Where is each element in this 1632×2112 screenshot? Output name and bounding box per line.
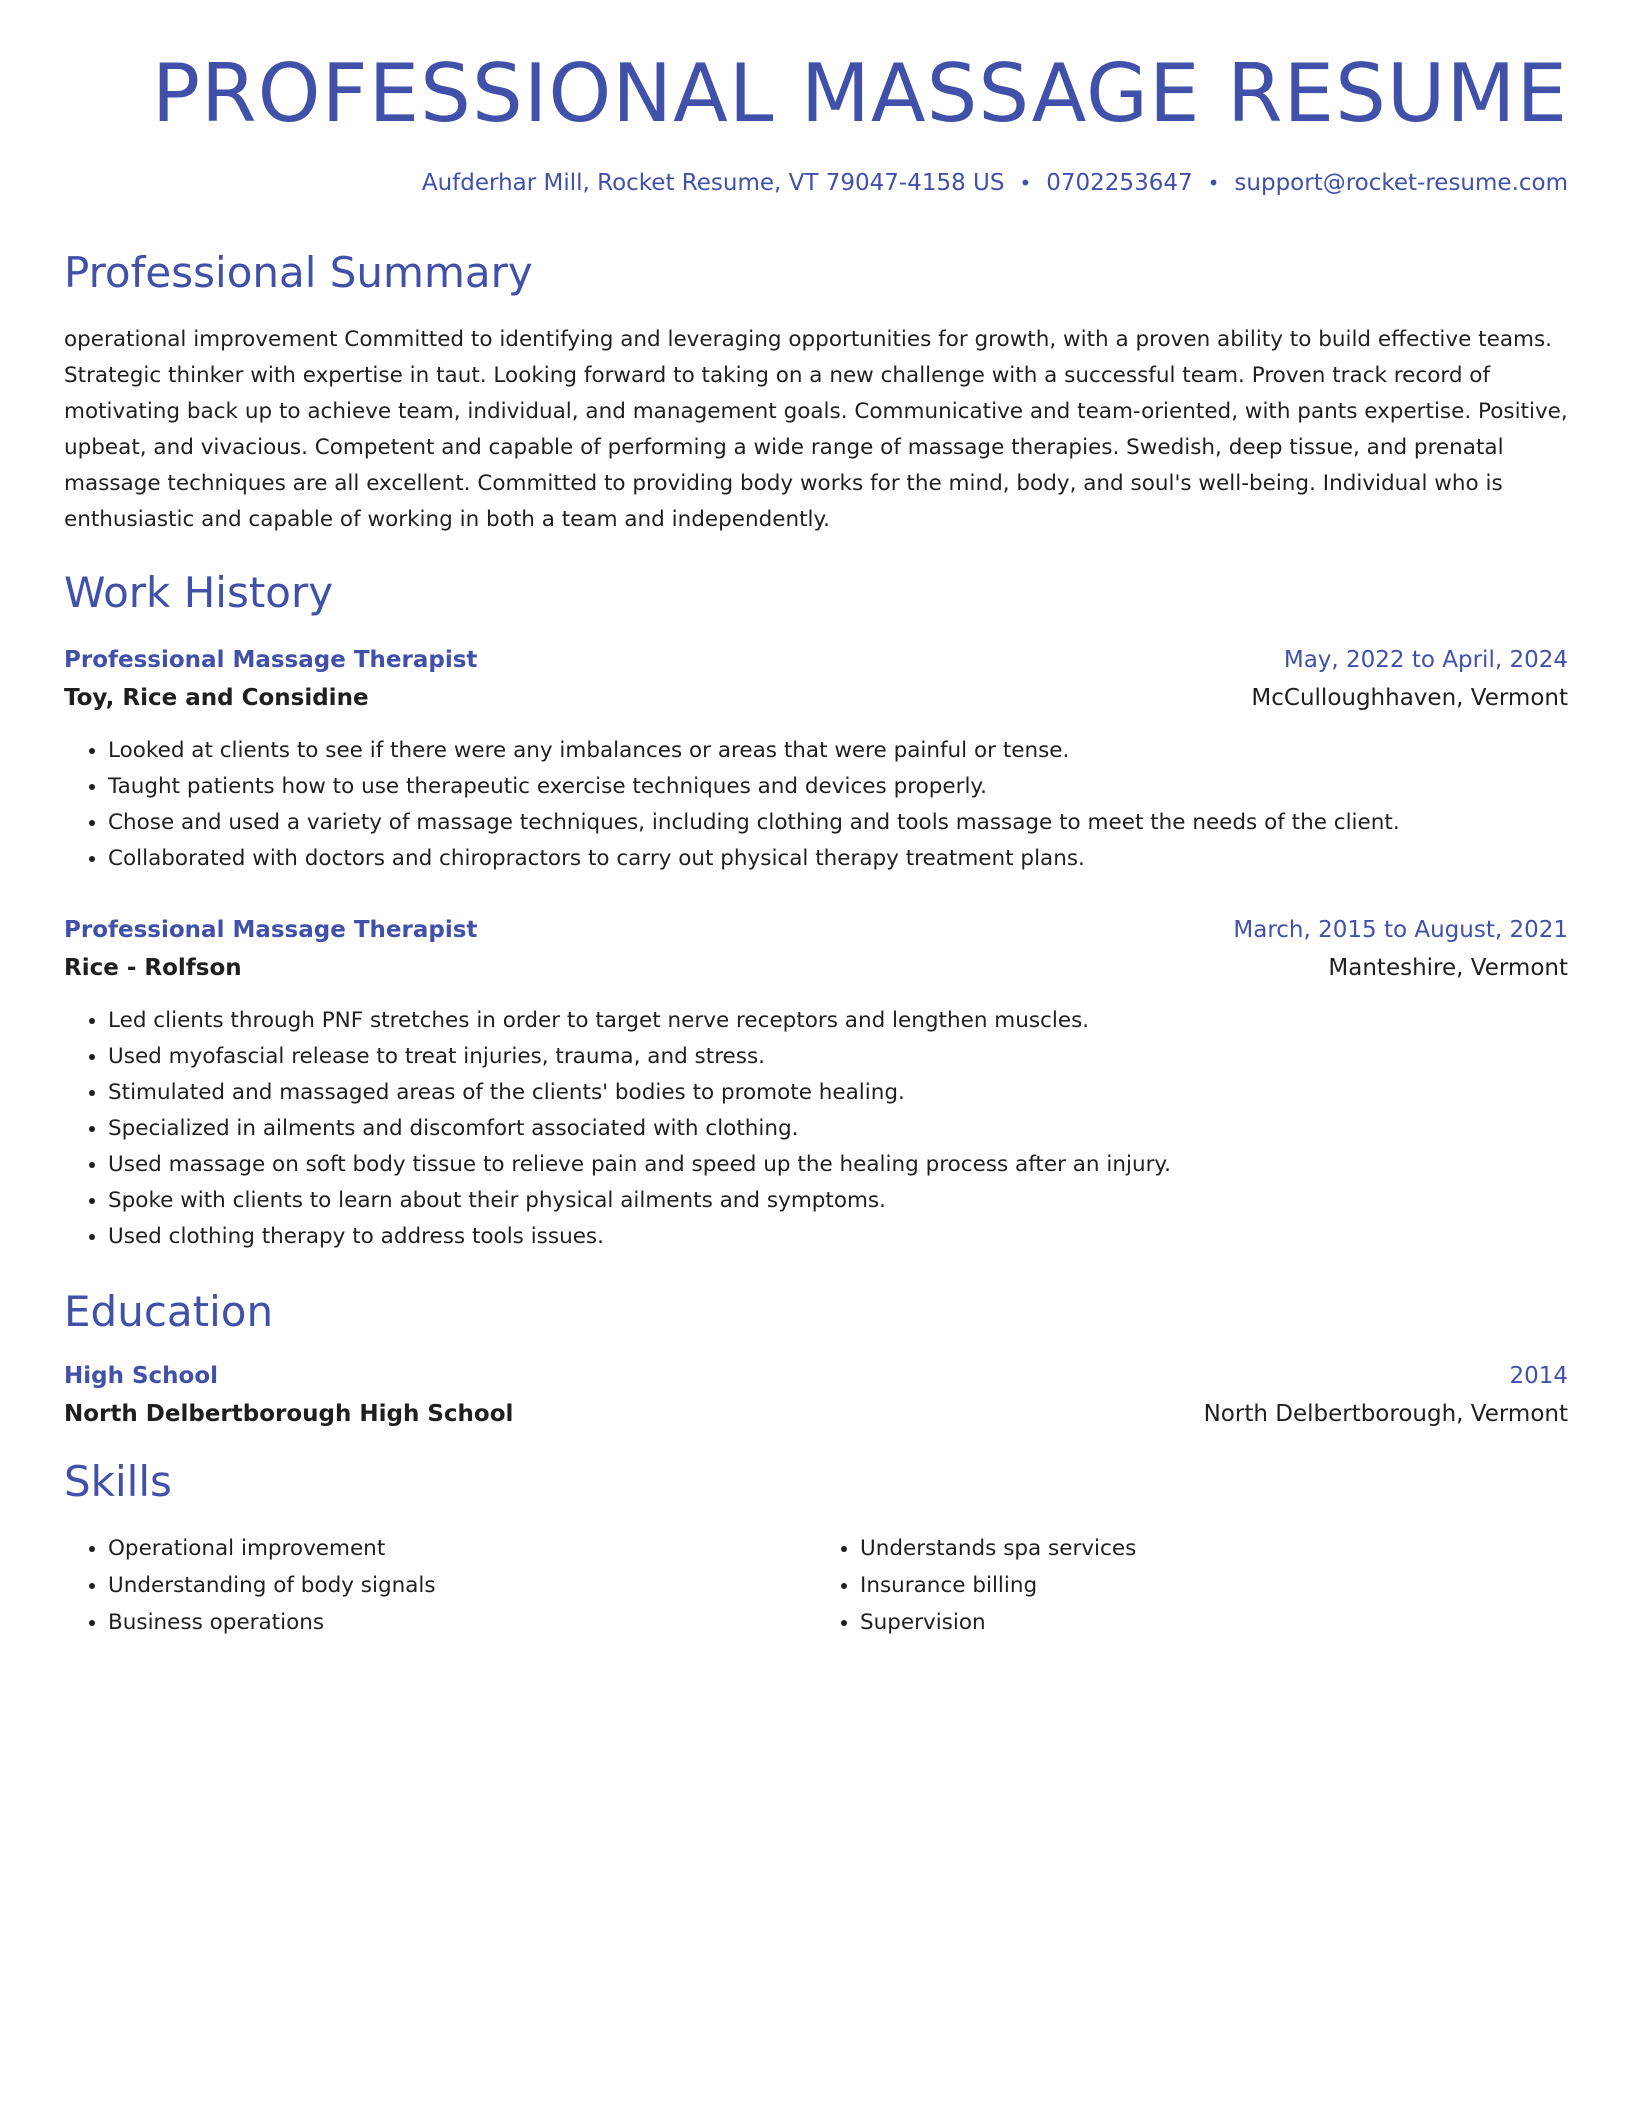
contact-email: support@rocket-resume.com (1234, 170, 1568, 196)
education-degree: High School (64, 1363, 219, 1390)
skill-item: • Understands spa services (860, 1530, 1568, 1567)
skills-heading: Skills (64, 1457, 172, 1507)
education-location: North Delbertborough, Vermont (1203, 1401, 1568, 1428)
skill-item: • Business operations (108, 1604, 816, 1641)
job-duty: • Collaborated with doctors and chiropractors to carry out physical therapy treatment plans. (108, 841, 1568, 877)
resume-title: PROFESSIONAL MASSAGE RESUME (151, 47, 1568, 140)
summary-text: operational improvement Committed to identifying and leveraging opportunities for growth, with a proven ability to build effective teams. Strategic thinker with expertise in taut. Looking forward to taking on a new challenge with a successful team. Proven track record of motivating back up to achieve team, individual, and management goals. Communicative and team-oriented, with pants expertise. Positive, upbeat, and vivacious. Competent and capable of performing a wide range of massage therapies. Swedish, deep tissue, and prenatal massage techniques are all excellent. Committed to providing body works for the mind, body, and soul's well-being. Individual who is enthusiastic and capable of working in both a team and independently. (64, 327, 1568, 533)
contact-address: Aufderhar Mill, Rocket Resume, VT 79047-4158 US (421, 170, 1005, 196)
job-location: Manteshire, Vermont (1328, 954, 1568, 981)
education-heading: Education (64, 1286, 274, 1336)
education-entry (64, 1363, 1568, 1427)
job-dates: May, 2022 to April, 2024 (1283, 646, 1568, 673)
job-duties-list (64, 733, 1568, 877)
job-duty: • Led clients through PNF stretches in order to target nerve receptors and lengthen muscles. (108, 1003, 1568, 1039)
education-school: North Delbertborough High School (64, 1401, 514, 1428)
summary-heading: Professional Summary (64, 248, 533, 297)
skills-column-left (64, 1530, 816, 1641)
job-company: Toy, Rice and Considine (64, 684, 369, 711)
job-duty: • Spoke with clients to learn about their physical ailments and symptoms. (108, 1183, 1568, 1219)
skill-item: • Understanding of body signals (108, 1567, 816, 1604)
job-duty: • Used massage on soft body tissue to relieve pain and speed up the healing process after an injury. (108, 1147, 1568, 1183)
job-duty: • Used myofascial release to treat injuries, trauma, and stress. (108, 1039, 1568, 1075)
skill-item: • Insurance billing (860, 1567, 1568, 1604)
contact-separator: • (1207, 171, 1220, 195)
job-position: Professional Massage Therapist (64, 646, 478, 673)
job-duty: • Chose and used a variety of massage techniques, including clothing and tools massage to meet the needs of the client. (108, 805, 1568, 841)
job-entry (64, 647, 1568, 877)
job-duty: • Looked at clients to see if there were any imbalances or areas that were painful or tense. (108, 733, 1568, 769)
job-duty: • Stimulated and massaged areas of the clients' bodies to promote healing. (108, 1075, 1568, 1111)
education-year: 2014 (1509, 1363, 1568, 1390)
skills-column-right (816, 1530, 1568, 1641)
skills-grid (64, 1530, 1568, 1641)
job-duty: • Specialized in ailments and discomfort associated with clothing. (108, 1111, 1568, 1147)
contact-line (64, 170, 1568, 196)
job-duty: • Taught patients how to use therapeutic exercise techniques and devices properly. (108, 769, 1568, 805)
contact-phone: 0702253647 (1046, 170, 1193, 196)
job-entry (64, 917, 1568, 1255)
job-location: McCulloughhaven, Vermont (1251, 684, 1568, 711)
job-company: Rice - Rolfson (64, 954, 242, 981)
skill-item: • Supervision (860, 1604, 1568, 1641)
job-duties-list (64, 1003, 1568, 1255)
job-duty: • Used clothing therapy to address tools issues. (108, 1219, 1568, 1255)
job-position: Professional Massage Therapist (64, 916, 478, 943)
work-history-heading: Work History (64, 568, 334, 618)
skill-item: • Operational improvement (108, 1530, 816, 1567)
job-dates: March, 2015 to August, 2021 (1233, 916, 1568, 943)
contact-separator: • (1019, 171, 1032, 195)
